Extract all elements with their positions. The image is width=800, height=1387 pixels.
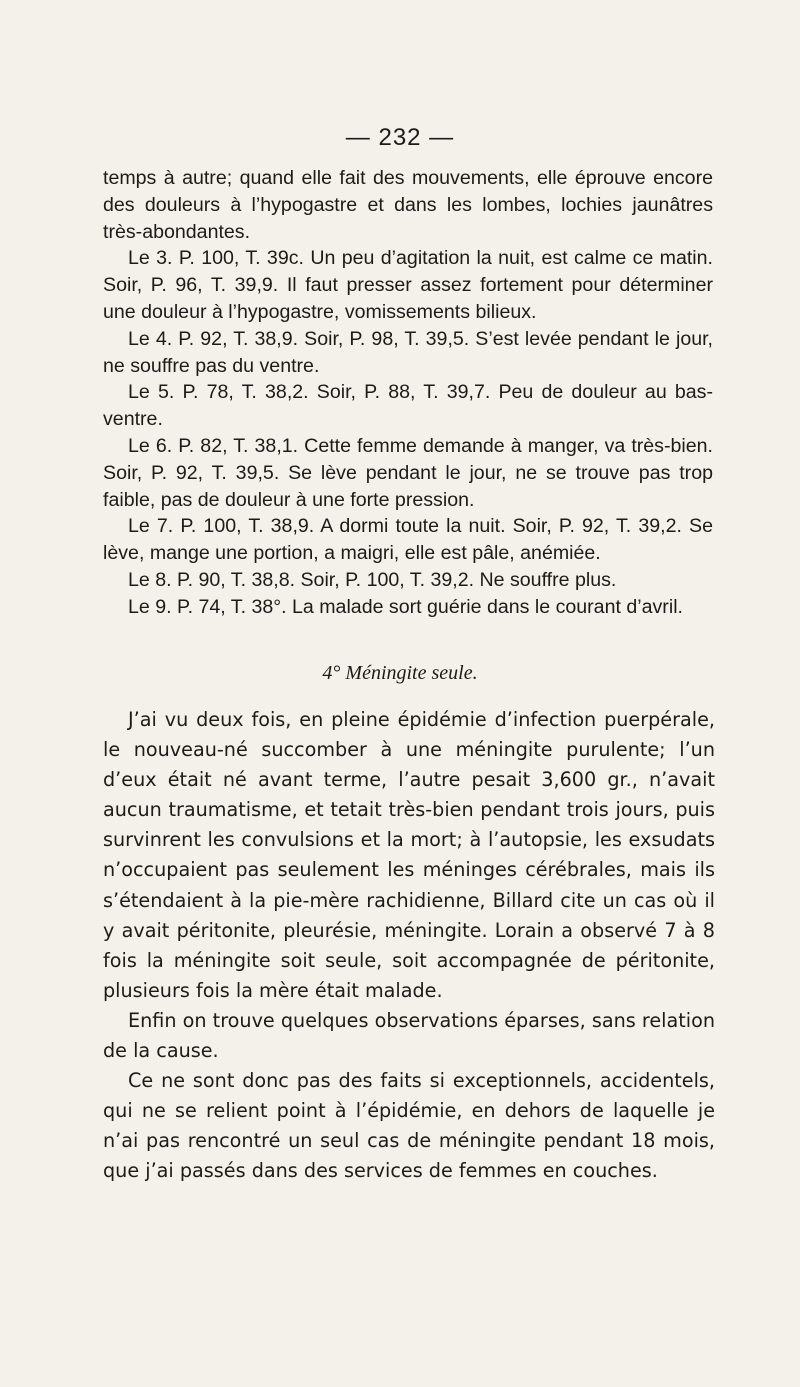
- case-note-paragraph: Le 8. P. 90, T. 38,8. Soir, P. 100, T. 39,2. Ne souffre plus.: [128, 568, 617, 591]
- body-paragraph: Enfin on trouve quelques observations éparses, sans relation de la cause.: [103, 1008, 715, 1063]
- body-paragraph: J’ai vu deux fois, en pleine épidémie d’infection puerpérale, le nouveau-né succomber à une méningite purulente; l’un d’eux était né avant terme, l’autre pesait 3,600 gr., n’avait aucun traumatisme, et tetait très-bien pendant trois jours, puis survinrent les convulsions et la mort; à l’autopsie, les exsudats n’occupaient pas seulement les méninges cérébrales, mais ils s’étendaient à la pie-mère rachidienne, Billard cite un cas où il y avait péritonite, pleurésie, méningite. Lorain a observé 7 à 8 fois la méningite soit seule, soit accompagnée de péritonite, plusieurs fois la mère était malade.: [103, 708, 715, 1002]
- case-note-paragraph: Le 9. P. 74, T. 38°. La malade sort guérie dans le courant d’avril.: [128, 595, 683, 618]
- case-note-paragraph: temps à autre; quand elle fait des mouvements, elle éprouve encore des douleurs à l’hypogastre et dans les lombes, lochies jaunâtres très-abondantes.: [103, 167, 713, 243]
- case-note-paragraph: Le 5. P. 78, T. 38,2. Soir, P. 88, T. 39,7. Peu de douleur au bas-ventre.: [103, 381, 713, 431]
- case-note-paragraph: Le 7. P. 100, T. 38,9. A dormi toute la nuit. Soir, P. 92, T. 39,2. Se lève, mange une portion, a maigri, elle est pâle, anémiée.: [103, 515, 713, 565]
- case-note-paragraph: Le 3. P. 100, T. 39c. Un peu d’agitation la nuit, est calme ce matin. Soir, P. 96, T. 39,9. Il faut presser assez fortement pour déterminer une douleur à l’hypogastre, vomissements bilieux.: [103, 247, 713, 323]
- body-text: [103, 705, 715, 1187]
- body-paragraph: Ce ne sont donc pas des faits si exceptionnels, accidentels, qui ne se relient point à l’épidémie, en dehors de laquelle je n’ai pas rencontré un seul cas de méningite pendant 18 mois, que j’ai passés dans des services de femmes en couches.: [103, 1069, 715, 1183]
- section-heading: 4° Méningite seule.: [322, 662, 478, 684]
- case-notes: [103, 165, 713, 621]
- page-number: — 232 —: [345, 124, 455, 151]
- case-note-paragraph: Le 4. P. 92, T. 38,9. Soir, P. 98, T. 39,5. S’est levée pendant le jour, ne souffre pas du ventre.: [103, 327, 713, 377]
- case-note-paragraph: Le 6. P. 82, T. 38,1. Cette femme demande à manger, va très-bien. Soir, P. 92, T. 39,5. Se lève pendant le jour, ne se trouve pas trop faible, pas de douleur à une forte pression.: [103, 434, 713, 511]
